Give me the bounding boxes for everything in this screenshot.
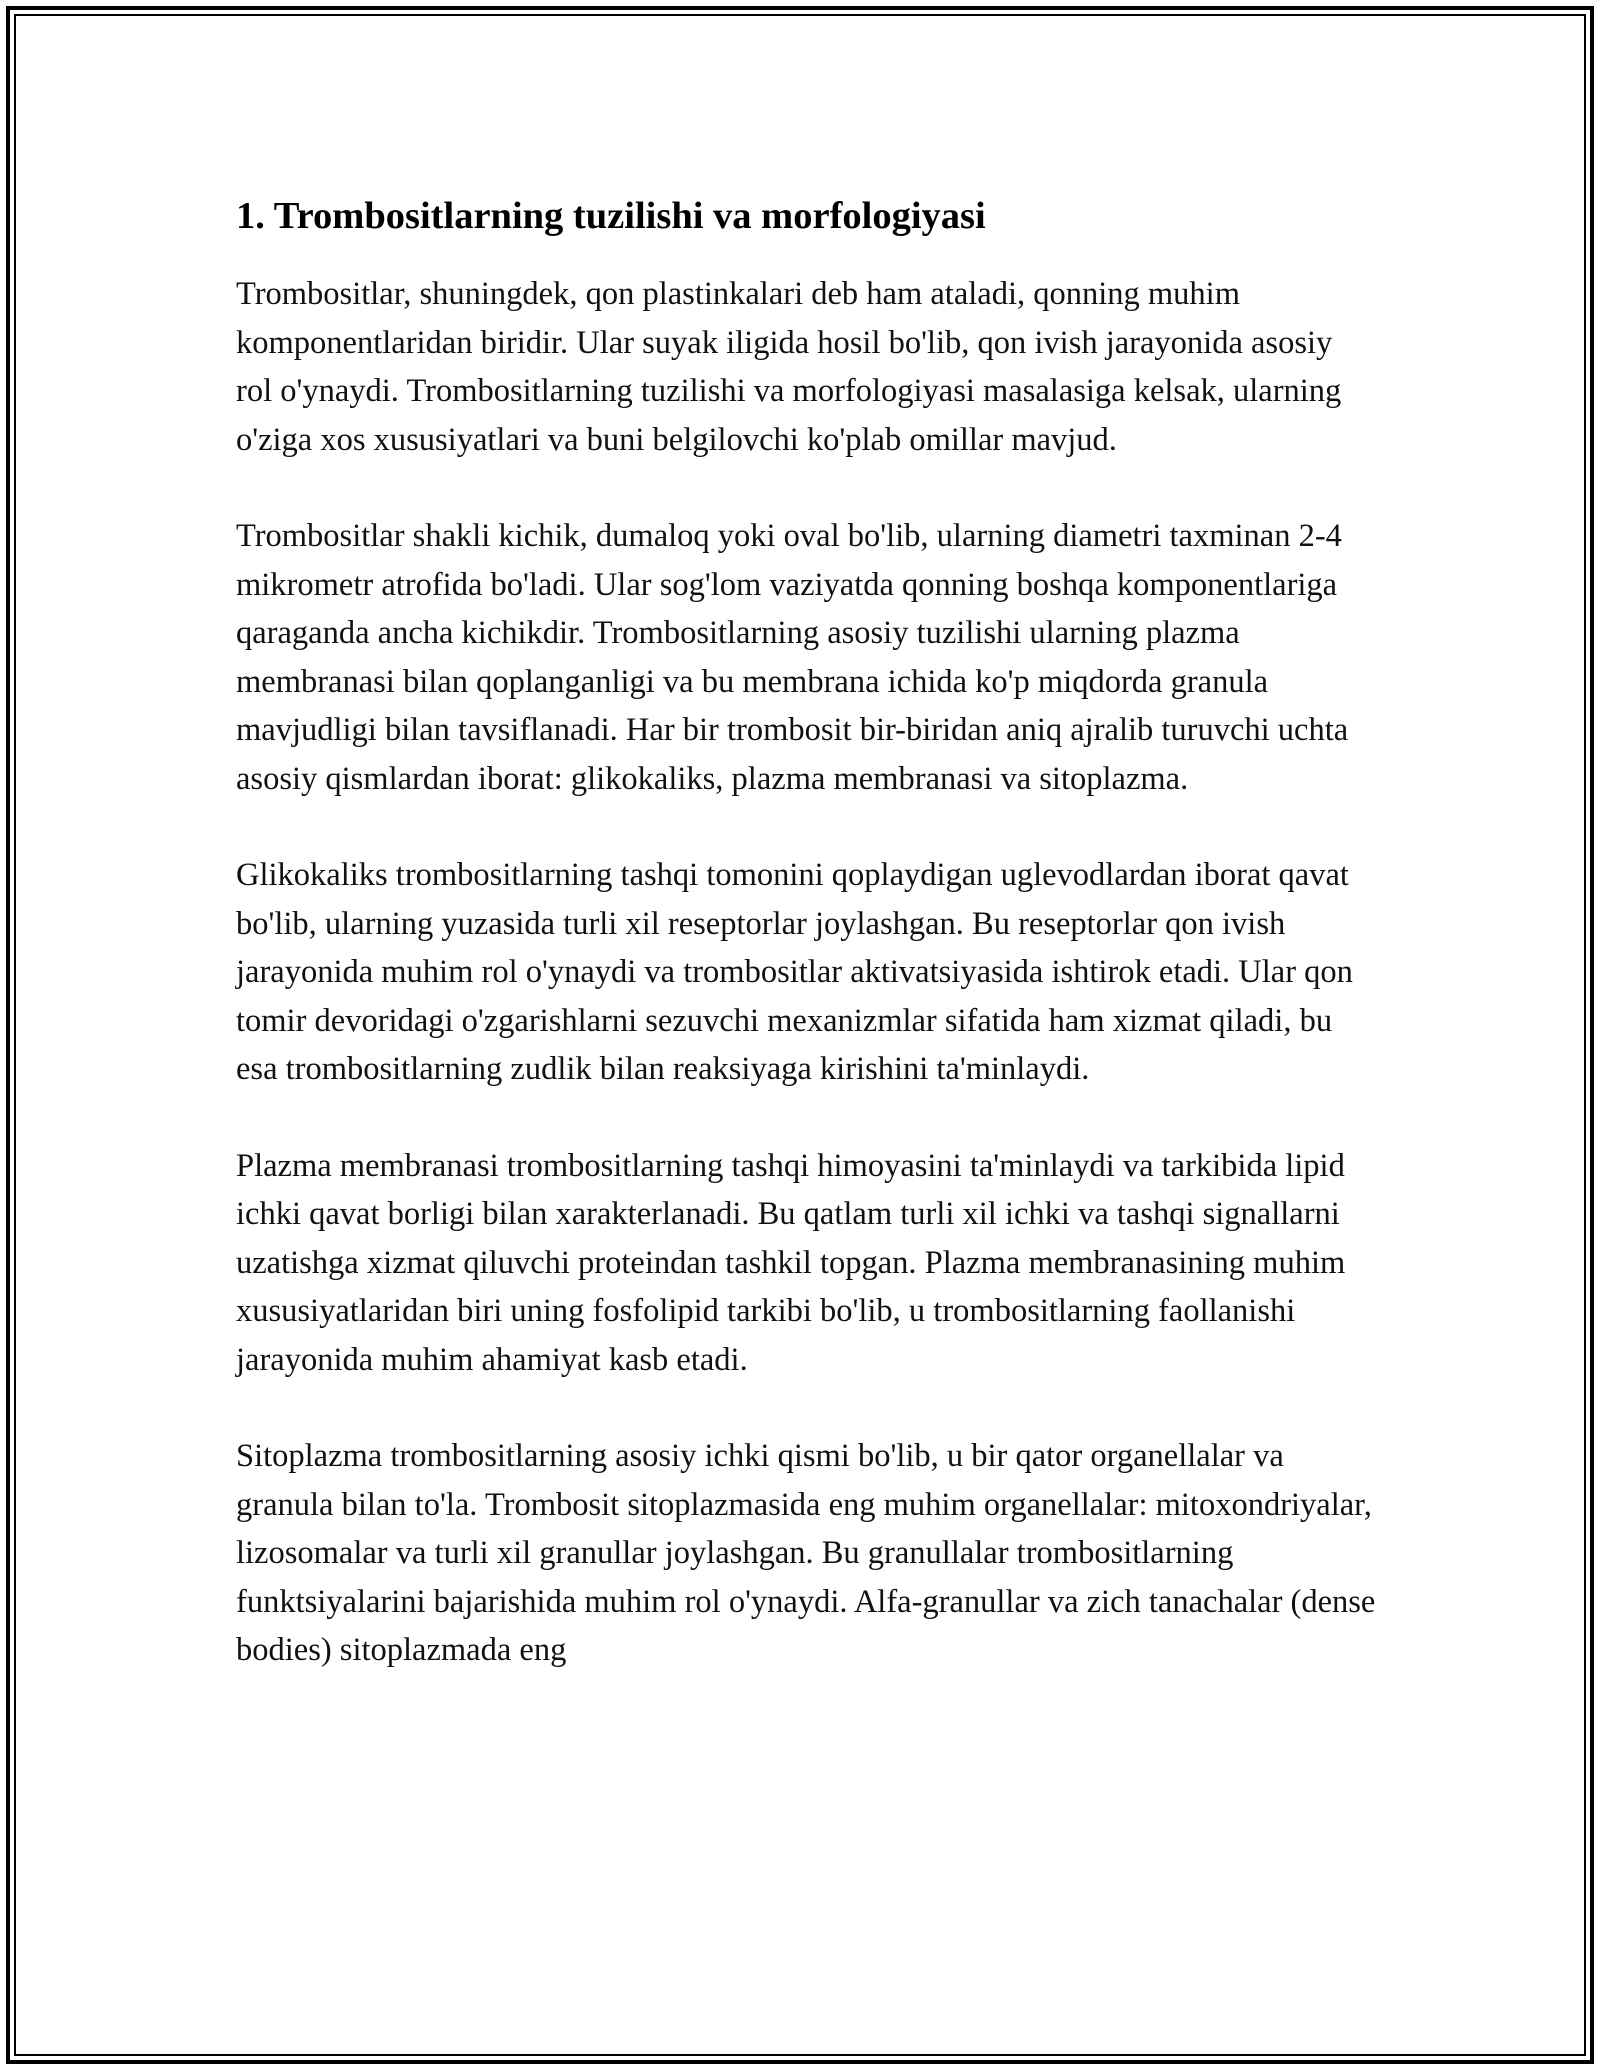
paragraph-plasma-membrane: Plazma membranasi trombositlarning tashqi himoyasini ta'minlaydi va tarkibida lipid ichki qavat borligi bilan xarakterlanadi. Bu qatlam turli xil ichki va tashqi signallarni uzatishga xizmat qiluvchi proteindan tashkil topgan. Plazma membranasining muhim xususiyatlaridan biri uning fosfolipid tarkibi bo'lib, u trombositlarning faollanishi jarayonida muhim ahamiyat kasb etadi. [236, 1147, 1346, 1378]
paragraph-shape: Trombositlar shakli kichik, dumaloq yoki oval bo'lib, ularning diametri taxminan 2-4 mikrometr atrofida bo'ladi. Ular sog'lom vaziyatda qonning boshqa komponentlariga qaraganda ancha kichikdir. Trombositlarning asosiy tuzilishi ularning plazma membranasi bilan qoplanganligi va bu membrana ichida ko'p miqdorda granula mavjudligi bilan tavsiflanadi. Har bir trombosit bir-biridan aniq ajralib turuvchi uchta asosiy qismlardan iborat: glikokaliks, plazma membranasi va sitoplazma. [236, 518, 1349, 797]
paragraph-cytoplasm: Sitoplazma trombositlarning asosiy ichki qismi bo'lib, u bir qator organellalar va granula bilan to'la. Trombosit sitoplazmasida eng muhim organellalar: mitoxondriyalar, lizosomalar va turli xil granullar joylashgan. Bu granullalar trombositlarning funktsiyalarini bajarishida muhim rol o'ynaydi. Alfa-granullar va zich tanachalar (dense bodies) sitoplazmada eng [236, 1438, 1376, 1668]
section-heading: 1. Trombositlarning tuzilishi va morfologiyasi [236, 195, 986, 237]
document-body [236, 188, 1376, 1723]
paragraph-glycocalyx: Glikokaliks trombositlarning tashqi tomonini qoplaydigan uglevodlardan iborat qavat bo'lib, ularning yuzasida turli xil reseptorlar joylashgan. Bu reseptorlar qon ivish jarayonida muhim rol o'ynaydi va trombositlar aktivatsiyasida ishtirok etadi. Ular qon tomir devoridagi o'zgarishlarni sezuvchi mexanizmlar sifatida ham xizmat qiladi, bu esa trombositlarning zudlik bilan reaksiyaga kirishini ta'minlaydi. [236, 857, 1353, 1087]
paragraph-intro: Trombositlar, shuningdek, qon plastinkalari deb ham ataladi, qonning muhim komponentlaridan biridir. Ular suyak iligida hosil bo'lib, qon ivish jarayonida asosiy rol o'ynaydi. Trombositlarning tuzilishi va morfologiyasi masalasiga kelsak, ularning o'ziga xos xususiyatlari va buni belgilovchi ko'plab omillar mavjud. [236, 276, 1342, 458]
